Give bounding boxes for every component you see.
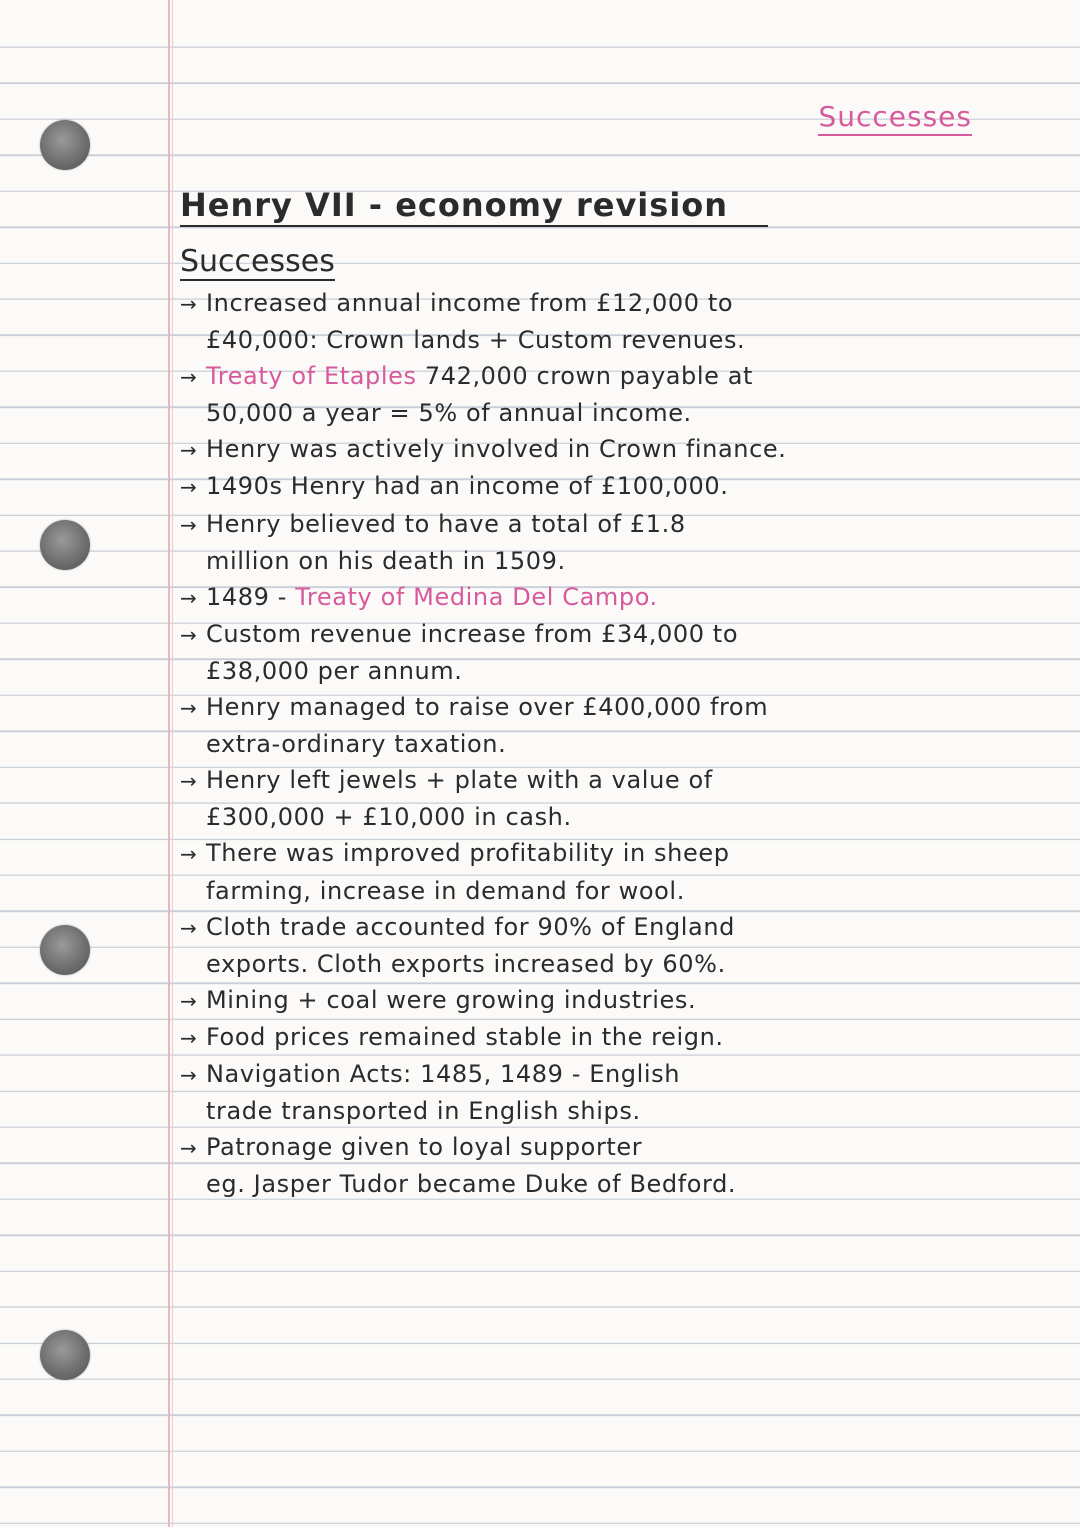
punch-hole [40,925,90,975]
arrow-icon: → [180,365,198,390]
note-line [180,909,1060,946]
arrow-icon: → [180,475,198,500]
margin-line-secondary [172,0,173,1527]
note-text: £300,000 + £10,000 in cash. [206,803,572,832]
note-line [180,468,1060,505]
note-text: Cloth trade accounted for 90% of England [206,912,736,941]
note-line [180,395,1060,431]
note-line [180,431,1060,468]
note-line [180,579,1060,616]
arrow-icon: → [180,842,198,867]
note-line [180,322,1060,358]
note-text: Navigation Acts: 1485, 1489 - English [206,1059,681,1088]
note-text: £40,000: Crown lands + Custom revenues. [206,326,746,355]
highlighted-treaty: Treaty of Medina Del Campo. [295,582,658,611]
note-text: 1490s Henry had an income of £100,000. [206,472,729,501]
note-text: million on his death in 1509. [206,546,566,575]
note-text: Food prices remained stable in the reign. [206,1022,724,1051]
note-line [180,762,1060,799]
note-text: Henry believed to have a total of £1.8 [206,509,686,538]
note-line [180,689,1060,726]
note-text: trade transported in English ships. [206,1097,641,1126]
note-text: Henry was actively involved in Crown finance. [206,435,787,464]
arrow-icon: → [180,622,198,647]
arrow-icon: → [180,1025,198,1050]
note-line [180,506,1060,543]
note-line [180,835,1060,872]
note-text: Henry left jewels + plate with a value of [206,766,713,795]
notes-body [180,185,1060,1202]
punch-hole [40,520,90,570]
note-text: Increased annual income from £12,000 to [206,289,734,317]
note-text: £38,000 per annum. [206,656,463,685]
note-text: Patronage given to loyal supporter [206,1133,643,1162]
note-text: Henry managed to raise over £400,000 from [206,693,769,722]
note-line [180,358,1060,395]
arrow-icon: → [180,438,198,463]
note-text: extra-ordinary taxation. [206,730,507,759]
section-heading: Successes [180,244,335,279]
note-text: 742,000 crown payable at [416,362,754,391]
note-line [180,982,1060,1019]
arrow-icon: → [180,1136,198,1161]
arrow-icon: → [180,696,198,721]
note-line [180,726,1060,762]
note-text: exports. Cloth exports increased by 60%. [206,949,726,978]
note-line [180,946,1060,982]
note-line [180,799,1060,835]
note-line [180,616,1060,653]
arrow-icon: → [180,915,198,940]
note-text: farming, increase in demand for wool. [206,876,685,905]
corner-heading: Successes [818,100,972,136]
notes-list [180,285,1060,1202]
note-text: There was improved profitability in sheep [206,839,730,868]
note-text: 50,000 a year = 5% of annual income. [206,399,692,428]
punch-hole [40,1330,90,1380]
highlighted-treaty: Treaty of Etaples [206,362,417,391]
note-text: 1489 - [206,582,296,611]
note-line [180,1166,1060,1202]
note-text: eg. Jasper Tudor became Duke of Bedford. [206,1170,737,1199]
note-line [180,873,1060,909]
arrow-icon: → [180,1062,198,1087]
arrow-icon: → [180,988,198,1013]
arrow-icon: → [180,292,198,316]
note-text: Mining + coal were growing industries. [206,985,697,1014]
note-line [180,1019,1060,1056]
note-line [180,1129,1060,1166]
punch-hole [40,120,90,170]
note-line [180,543,1060,579]
note-text: Custom revenue increase from £34,000 to [206,619,739,648]
note-line [180,1093,1060,1129]
note-line [180,285,1060,322]
arrow-icon: → [180,512,198,537]
note-line [180,653,1060,689]
arrow-icon: → [180,585,198,610]
note-line [180,1056,1060,1093]
margin-line [168,0,170,1527]
arrow-icon: → [180,769,198,794]
page-title: Henry VII - economy revision [180,185,768,227]
